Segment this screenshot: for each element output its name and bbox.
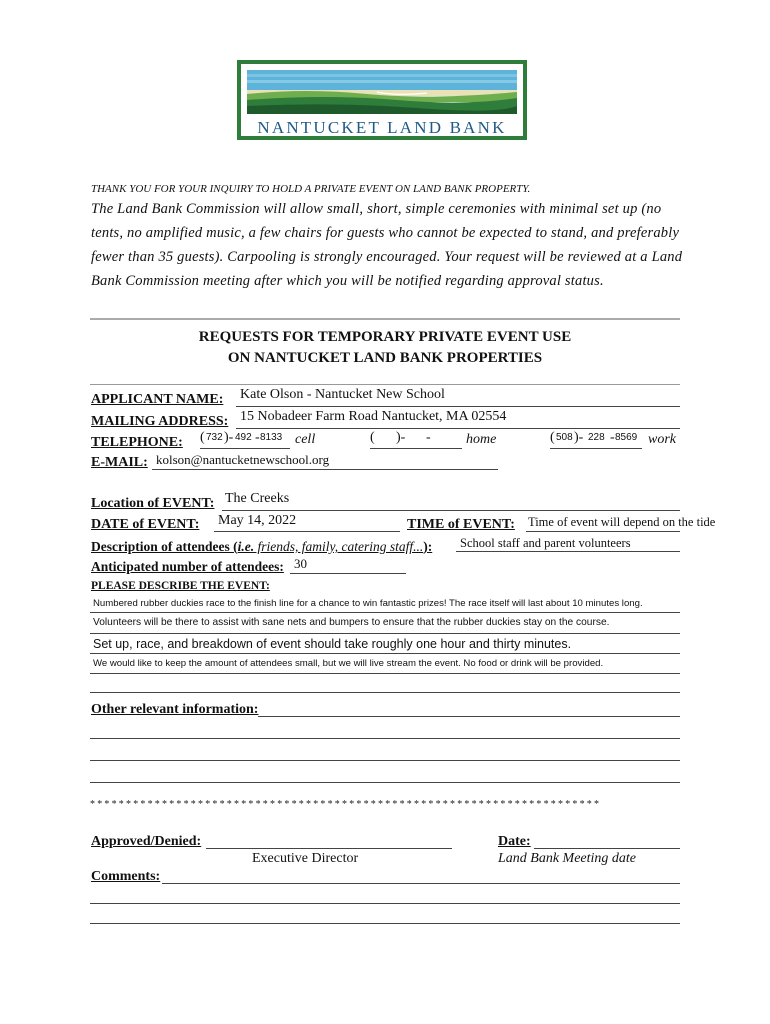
divider-line bbox=[90, 384, 680, 385]
mailing-address-field[interactable]: 15 Nobadeer Farm Road Nantucket, MA 02554 bbox=[240, 409, 507, 424]
work-area-code[interactable]: 508 bbox=[556, 432, 573, 443]
executive-director-caption: Executive Director bbox=[252, 851, 359, 866]
work-line[interactable]: 8569 bbox=[615, 432, 638, 443]
logo-text: NANTUCKET LAND BANK bbox=[257, 118, 507, 137]
date-approval-label: Date: bbox=[498, 834, 531, 849]
time-label: TIME of EVENT: bbox=[407, 517, 515, 532]
comments-label: Comments: bbox=[91, 869, 161, 884]
other-info-field[interactable] bbox=[258, 716, 680, 717]
field-underline bbox=[214, 531, 400, 532]
applicant-name-label: APPLICANT NAME: bbox=[91, 392, 224, 407]
date-label: DATE of EVENT: bbox=[91, 517, 200, 532]
attendees-label: Description of attendees (i.e. friends, family, catering staff...): bbox=[91, 539, 433, 554]
field-underline bbox=[152, 469, 498, 470]
mailing-address-label: MAILING ADDRESS: bbox=[91, 414, 229, 429]
work-prefix[interactable]: 228 bbox=[588, 432, 605, 443]
cell-phone-field[interactable]: ( 732 )- 492 - 8133 cell bbox=[200, 430, 316, 447]
field-underline bbox=[90, 633, 680, 634]
intro-line: Bank Commission meeting after which you will be notified regarding approval status. bbox=[91, 273, 604, 289]
applicant-name-field[interactable]: Kate Olson - Nantucket New School bbox=[240, 387, 445, 402]
other-info-line[interactable] bbox=[90, 738, 680, 739]
intro-line: The Land Bank Commission will allow small, short, simple ceremonies with minimal set up (no bbox=[91, 201, 662, 217]
describe-line[interactable]: We would like to keep the amount of attendees small, but we will live stream the event. No food or drink will be provided. bbox=[93, 658, 604, 669]
intro-section bbox=[91, 183, 687, 293]
field-underline bbox=[90, 612, 680, 613]
intro-line: tents, no amplified music, a few chairs for guests who cannot be expected to stand, and preferably bbox=[91, 225, 680, 241]
star-divider: *********************************************************************** bbox=[90, 799, 602, 810]
approved-label: Approved/Denied: bbox=[91, 834, 202, 849]
attendee-count-field[interactable]: 30 bbox=[294, 556, 307, 571]
intro-line: fewer than 35 guests). Carpooling is strongly encouraged. Your request will be reviewed at a Land bbox=[91, 249, 683, 265]
time-field[interactable]: Time of event will depend on the tide bbox=[528, 515, 716, 529]
divider-line bbox=[90, 318, 680, 320]
other-info-line[interactable] bbox=[90, 760, 680, 761]
work-label: work bbox=[648, 432, 676, 447]
landscape-icon bbox=[247, 70, 517, 114]
describe-line[interactable]: Numbered rubber duckies race to the finish line for a chance to win fantastic prizes! The race itself will last about 10 minutes long. bbox=[93, 598, 643, 609]
field-underline bbox=[90, 653, 680, 654]
intro-heading: THANK YOU FOR YOUR INQUIRY TO HOLD A PRIVATE EVENT ON LAND BANK PROPERTY. bbox=[91, 183, 531, 195]
comments-line[interactable] bbox=[90, 923, 680, 924]
cell-prefix[interactable]: 492 bbox=[235, 432, 252, 443]
field-underline bbox=[90, 692, 680, 693]
date-field[interactable]: May 14, 2022 bbox=[218, 513, 297, 528]
attendee-count-label: Anticipated number of attendees: bbox=[91, 559, 284, 574]
describe-line[interactable]: Set up, race, and breakdown of event should take roughly one hour and thirty minutes. bbox=[93, 637, 572, 651]
cell-line[interactable]: 8133 bbox=[260, 432, 283, 443]
field-underline bbox=[90, 673, 680, 674]
form-title-line1: REQUESTS FOR TEMPORARY PRIVATE EVENT USE bbox=[198, 329, 572, 345]
form-title bbox=[90, 327, 680, 369]
field-underline bbox=[236, 428, 680, 429]
approved-field[interactable] bbox=[206, 848, 452, 849]
describe-line[interactable]: Volunteers will be there to assist with sane nets and bumpers to ensure that the rubber duckies stay on the course. bbox=[93, 617, 610, 628]
field-underline bbox=[236, 406, 680, 407]
home-label: home bbox=[466, 432, 497, 447]
email-field[interactable]: kolson@nantucketnewschool.org bbox=[156, 452, 330, 467]
form-title-line2: ON NANTUCKET LAND BANK PROPERTIES bbox=[227, 350, 543, 366]
attendees-field[interactable]: School staff and parent volunteers bbox=[460, 536, 631, 550]
home-phone-field[interactable]: ( )- - home bbox=[370, 430, 497, 447]
other-info-label: Other relevant information: bbox=[91, 702, 259, 717]
meeting-date-caption: Land Bank Meeting date bbox=[498, 851, 637, 866]
cell-area-code[interactable]: 732 bbox=[206, 432, 223, 443]
comments-field[interactable] bbox=[162, 883, 680, 884]
field-underline bbox=[290, 573, 406, 574]
cell-label: cell bbox=[295, 432, 316, 447]
location-label: Location of EVENT: bbox=[91, 496, 215, 511]
telephone-label: TELEPHONE: bbox=[91, 435, 183, 450]
comments-line[interactable] bbox=[90, 903, 680, 904]
date-approval-field[interactable] bbox=[534, 848, 680, 849]
describe-label: PLEASE DESCRIBE THE EVENT: bbox=[91, 580, 270, 592]
field-underline bbox=[222, 510, 680, 511]
field-underline bbox=[456, 551, 680, 552]
nantucket-land-bank-logo bbox=[237, 60, 527, 140]
field-underline bbox=[526, 531, 680, 532]
work-phone-field[interactable]: ( 508 )- 228 - 8569 work bbox=[550, 430, 676, 447]
other-info-line[interactable] bbox=[90, 782, 680, 783]
location-field[interactable]: The Creeks bbox=[225, 491, 290, 506]
email-label: E-MAIL: bbox=[91, 455, 148, 470]
